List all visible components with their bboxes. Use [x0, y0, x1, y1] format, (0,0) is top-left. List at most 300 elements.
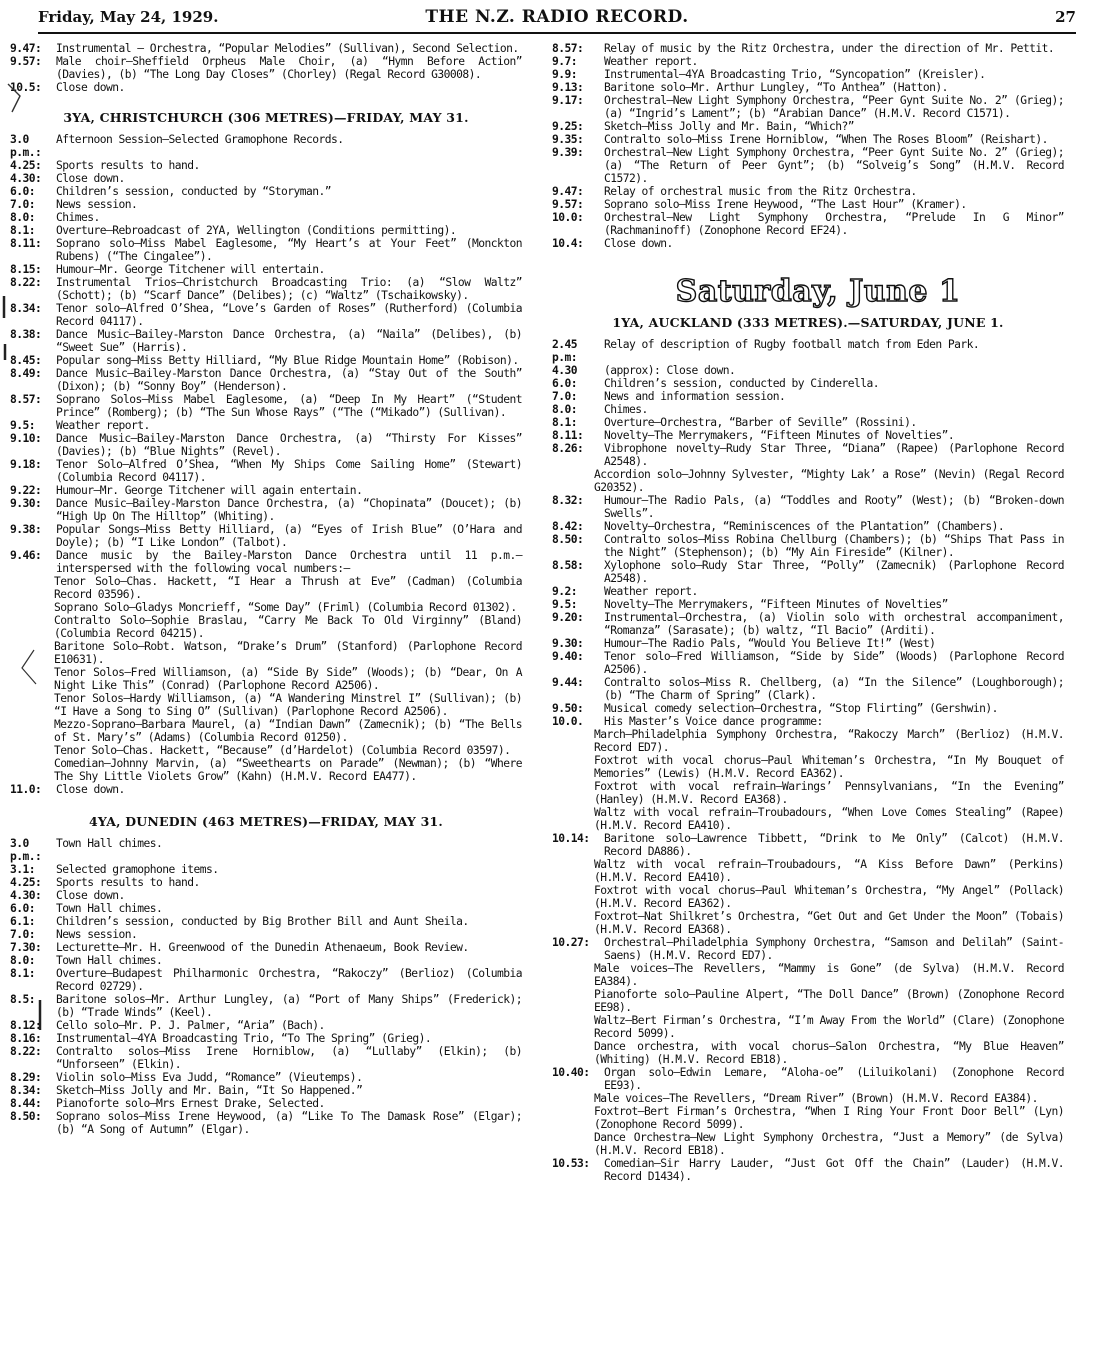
entry-description: Popular Songs—Miss Betty Hilliard, (a) “Eyes of Irish Blue” (O’Hara and Doyle); (b) “I Like London” (Talbot).	[56, 523, 522, 549]
entry-description: Afternoon Session—Selected Gramophone Records.	[56, 133, 344, 146]
entry-time: 7.30:	[10, 941, 42, 954]
entry-time: 9.57:	[10, 55, 42, 68]
entry-description: Tenor Solos—Hardy Williamson, (a) “A Wandering Minstrel I” (Sullivan); (b) “I Have a Song to Sing O” (Sullivan) (Parlophone Record A2506).	[54, 692, 522, 718]
entry-time: 9.50:	[552, 702, 584, 715]
schedule-entry	[10, 954, 522, 967]
entry-description: Male voices—The Revellers, “Mammy is Gone” (de Sylva) (H.M.V. Record EA384).	[594, 962, 1064, 988]
schedule-entry	[552, 198, 1064, 211]
entry-time: 8.1:	[552, 416, 578, 429]
left-column	[10, 42, 522, 1136]
schedule-entry	[552, 1157, 1064, 1183]
entry-time: 9.18:	[10, 458, 42, 471]
entry-time: 8.26:	[552, 442, 584, 455]
schedule-entry	[552, 637, 1064, 650]
entry-time: 8.49:	[10, 367, 42, 380]
entry-description: Orchestral—Philadelphia Symphony Orchestra, “Samson and Delilah” (Saint-Saens) (H.M.V. Record ED7).	[604, 936, 1064, 962]
entry-description: Dance music by the Bailey-Marston Dance Orchestra until 11 p.m.—interspersed with the following vocal numbers:—	[56, 549, 522, 575]
entry-time: 9.20:	[552, 611, 584, 624]
entry-time: 9.2:	[552, 585, 578, 598]
entry-description: Foxtrot with vocal refrain—Warings’ Pennsylvanians, “In the Evening” (Hanley) (H.M.V. Record EA368).	[594, 780, 1064, 806]
schedule-entry	[10, 497, 522, 523]
entry-description: Chimes.	[604, 403, 648, 416]
christchurch-vocal-numbers	[10, 575, 522, 783]
entry-description: Close down.	[56, 783, 125, 796]
schedule-entry	[552, 533, 1064, 559]
entry-time: 8.32:	[552, 494, 584, 507]
entry-time: 9.9:	[552, 68, 578, 81]
schedule-entry	[10, 941, 522, 954]
schedule-entry	[552, 715, 1064, 728]
schedule-entry	[552, 1066, 1064, 1092]
dunedin-schedule	[10, 837, 522, 1136]
entry-description: News and information session.	[604, 390, 786, 403]
entry-time: 10.5:	[10, 81, 42, 94]
entry-time: 9.40:	[552, 650, 584, 663]
schedule-entry	[552, 598, 1064, 611]
entry-time: 10.40:	[552, 1066, 590, 1079]
schedule-entry	[10, 42, 522, 55]
entry-description: Weather report.	[604, 55, 698, 68]
entry-description: Contralto solos—Miss Irene Horniblow, (a) “Lullaby” (Elkin); (b) “Unforseen” (Elkin).	[56, 1045, 522, 1071]
entry-time: 7.0:	[552, 390, 578, 403]
entry-description: Soprano solos—Miss Irene Heywood, (a) “Like To The Damask Rose” (Elgar); (b) “A Song of Autumn” (Elgar).	[56, 1110, 522, 1136]
hmv-programme-part-4	[552, 1092, 1064, 1157]
entry-description: Cello solo—Mr. P. J. Palmer, “Aria” (Bach).	[56, 1019, 325, 1032]
entry-time: 10.0:	[552, 211, 584, 224]
entry-time: 9.38:	[10, 523, 42, 536]
entry-description: Tenor Solo—Chas. Hackett, “Because” (d’Hardelot) (Columbia Record 03597).	[54, 744, 511, 757]
entry-time: 3.0 p.m.:	[10, 837, 42, 863]
entry-description: Town Hall chimes.	[56, 902, 163, 915]
schedule-entry	[10, 159, 522, 172]
entry-time: 8.29:	[10, 1071, 42, 1084]
entry-time: 8.57:	[552, 42, 584, 55]
schedule-entry	[552, 42, 1064, 55]
schedule-entry	[552, 120, 1064, 133]
entry-description: Humour—Mr. George Titchener will again entertain.	[56, 484, 363, 497]
schedule-entry	[10, 902, 522, 915]
entry-time: 4.25:	[10, 876, 42, 889]
entry-description: Novelty—The Merrymakers, “Fifteen Minutes of Novelties”.	[604, 429, 955, 442]
schedule-entry	[552, 936, 1064, 962]
schedule-entry	[10, 666, 522, 692]
schedule-entry	[10, 432, 522, 458]
schedule-entry	[552, 1131, 1064, 1157]
schedule-entry	[552, 364, 1064, 377]
entry-description: Close down.	[56, 889, 125, 902]
schedule-entry	[552, 429, 1064, 442]
entry-description: March—Philadelphia Symphony Orchestra, “Rakoczy March” (Berlioz) (H.M.V. Record ED7).	[594, 728, 1064, 754]
schedule-entry	[552, 858, 1064, 884]
entry-description: Vibrophone novelty—Rudy Star Three, “Diana” (Rapee) (Parlophone Record A2548).	[604, 442, 1064, 468]
schedule-entry	[552, 962, 1064, 988]
entry-time: 9.47:	[552, 185, 584, 198]
entry-description: Soprano Solos—Miss Mabel Eaglesome, (a) “Deep In My Heart” (“Student Prince” (Romberg); (b) “The Sun Whose Rays” (“The (“Mikado”) (Sullivan).	[56, 393, 522, 419]
schedule-entry	[10, 837, 522, 863]
entry-description: Humour—The Radio Pals, “Would You Believe It!” (West)	[604, 637, 936, 650]
schedule-entry	[10, 1019, 522, 1032]
schedule-entry	[10, 393, 522, 419]
entry-time: 9.5:	[552, 598, 578, 611]
right-column	[552, 42, 1064, 1183]
entry-description: Xylophone solo—Rudy Star Three, “Polly” (Zamecnik) (Parlophone Record A2548).	[604, 559, 1064, 585]
entry-time: 8.50:	[10, 1110, 42, 1123]
entry-time: 11.0:	[10, 783, 42, 796]
entry-time: 8.58:	[552, 559, 584, 572]
auckland-heading: 1YA, AUCKLAND (333 METRES).—SATURDAY, JUNE 1.	[612, 315, 1004, 330]
entry-description: Relay of description of Rugby football match from Eden Park.	[604, 338, 980, 351]
christchurch-heading: 3YA, CHRISTCHURCH (306 METRES)—FRIDAY, MAY 31.	[63, 110, 469, 125]
schedule-entry	[10, 367, 522, 393]
entry-description: Male voices—The Revellers, “Dream River” (Brown) (H.M.V. Record EA384).	[594, 1092, 1038, 1105]
schedule-entry	[10, 1084, 522, 1097]
entry-time: 8.50:	[552, 533, 584, 546]
entry-description: Male choir—Sheffield Orpheus Male Choir, (a) “Hymn Before Action” (Davies), (b) “The Long Day Closes” (Chorley) (Regal Record G30008).	[56, 55, 522, 81]
entry-time: 8.42:	[552, 520, 584, 533]
entry-time: 2.45 p.m:	[552, 338, 578, 364]
entry-description: Contralto solos—Miss Robina Chellburg (Chambers); (b) “Ships That Pass in the Night” (Stephenson); (b) “My Ain Fireside” (Kilner).	[604, 533, 1064, 559]
entry-time: 10.0.	[552, 715, 584, 728]
entry-description: Soprano solo—Miss Mabel Eaglesome, “My Heart’s at Your Feet” (Monckton Rubens) (“The Cingalee”).	[56, 237, 522, 263]
schedule-entry	[10, 55, 522, 81]
entry-time: 4.30:	[10, 889, 42, 902]
schedule-entry	[552, 754, 1064, 780]
entry-description: Weather report.	[604, 585, 698, 598]
entry-description: Instrumental—4YA Broadcasting Trio, “Syncopation” (Kreisler).	[604, 68, 986, 81]
entry-description: Waltz with vocal refrain—Troubadours, “When Love Comes Stealing” (Rapee) (H.M.V. Record EA410).	[594, 806, 1064, 832]
entry-time: 10.27:	[552, 936, 590, 949]
entry-time: 9.35:	[552, 133, 584, 146]
entry-description: Overture—Budapest Philharmonic Orchestra, “Rakoczy” (Berlioz) (Columbia Record 02729).	[56, 967, 522, 993]
schedule-entry	[10, 133, 522, 159]
page-number: 27	[1055, 8, 1076, 26]
schedule-entry	[552, 377, 1064, 390]
entry-time: 10.14:	[552, 832, 590, 845]
entry-description: Close down.	[56, 172, 125, 185]
entry-description: Baritone solo—Lawrence Tibbett, “Drink to Me Only” (Calcot) (H.M.V. Record DA886).	[604, 832, 1064, 858]
schedule-entry	[10, 263, 522, 276]
hmv-programme-part-3	[552, 962, 1064, 1066]
entry-description: Relay of music by the Ritz Orchestra, under the direction of Mr. Pettit.	[604, 42, 1055, 55]
entry-description: Chimes.	[56, 211, 100, 224]
schedule-entry	[552, 211, 1064, 237]
entry-description: Dance Music—Bailey-Marston Dance Orchestra, (a) “Thirsty For Kisses” (Davies); (b) “Blue Nights” (Revel).	[56, 432, 522, 458]
entry-time: 9.57:	[552, 198, 584, 211]
masthead	[38, 6, 1076, 34]
entry-description: Baritone Solo—Robt. Watson, “Drake’s Drum” (Stanford) (Parlophone Record E10631).	[54, 640, 522, 666]
schedule-entry	[10, 328, 522, 354]
schedule-entry	[552, 806, 1064, 832]
entry-description: News session.	[56, 928, 138, 941]
entry-description: Instrumental—Orchestra, (a) Violin solo with orchestral accompaniment, “Romanza” (Sarasate); (b) waltz, “Il Bacio” (Arditi).	[604, 611, 1064, 637]
entry-description: Instrumental—4YA Broadcasting Trio, “To The Spring” (Grieg).	[56, 1032, 432, 1045]
schedule-entry	[10, 744, 522, 757]
schedule-entry	[552, 1105, 1064, 1131]
entry-time: 9.13:	[552, 81, 584, 94]
entry-time: 9.7:	[552, 55, 578, 68]
entry-time: 8.38:	[10, 328, 42, 341]
entry-description: Orchestral—New Light Symphony Orchestra, “Peer Gynt Suite No. 2” (Grieg); (a) “The Return of Peer Gynt”; (b) “Solveig’s Song” (H.M.V. Record C1572).	[604, 146, 1064, 185]
hmv-programme-part-2	[552, 858, 1064, 936]
entry-description: Sketch—Miss Jolly and Mr. Bain, “It So Happened.”	[56, 1084, 363, 1097]
schedule-entry	[10, 276, 522, 302]
schedule-entry	[552, 403, 1064, 416]
entry-description: Dance orchestra, with vocal chorus—Salon Orchestra, “My Blue Heaven” (Whiting) (H.M.V. Record EB18).	[594, 1040, 1064, 1066]
entry-description: Tenor solo—Fred Williamson, “Side by Side” (Woods) (Parlophone Record A2506).	[604, 650, 1064, 676]
entry-time: 3.1:	[10, 863, 36, 876]
entry-time: 8.45:	[10, 354, 42, 367]
entry-description: Tenor Solo—Chas. Hackett, “I Hear a Thrush at Eve” (Cadman) (Columbia Record 03596).	[54, 575, 522, 601]
entry-time: 9.22:	[10, 484, 42, 497]
entry-time: 4.30	[552, 364, 578, 377]
entry-description: Accordion solo—Johnny Sylvester, “Mighty Lak’ a Rose” (Nevin) (Regal Record G20352).	[594, 468, 1064, 494]
entry-time: 8.22:	[10, 276, 42, 289]
schedule-entry	[10, 601, 522, 614]
entry-description: Orchestral—New Light Symphony Orchestra, “Prelude In G Minor” (Rachmaninoff) (Zonophone Record EF24).	[604, 211, 1064, 237]
schedule-entry	[10, 185, 522, 198]
entry-time: 9.39:	[552, 146, 584, 159]
entry-description: Baritone solos—Mr. Arthur Lungley, (a) “Port of Many Ships” (Frederick); (b) “Trade Winds” (Keel).	[56, 993, 522, 1019]
entry-description: Sports results to hand.	[56, 159, 200, 172]
entry-description: Dance Music—Bailey-Marston Dance Orchestra, (a) “Stay Out of the South” (Dixon); (b) “Sonny Boy” (Henderson).	[56, 367, 522, 393]
schedule-entry	[552, 55, 1064, 68]
schedule-entry	[552, 94, 1064, 120]
schedule-entry	[552, 390, 1064, 403]
entry-description: Selected gramophone items.	[56, 863, 219, 876]
schedule-entry	[552, 133, 1064, 146]
entry-time: 8.44:	[10, 1097, 42, 1110]
schedule-entry	[10, 237, 522, 263]
schedule-entry	[10, 211, 522, 224]
schedule-entry	[10, 523, 522, 549]
entry-description: Soprano Solo—Gladys Moncrieff, “Some Day” (Friml) (Columbia Record 01302).	[54, 601, 517, 614]
schedule-entry	[10, 889, 522, 902]
entry-time: 6.0:	[10, 185, 36, 198]
schedule-entry	[552, 81, 1064, 94]
schedule-entry	[10, 876, 522, 889]
entry-time: 8.0:	[10, 954, 36, 967]
schedule-entry	[10, 1110, 522, 1136]
entry-description: Novelty—Orchestra, “Reminiscences of the Plantation” (Chambers).	[604, 520, 1005, 533]
schedule-entry	[10, 419, 522, 432]
schedule-entry	[10, 575, 522, 601]
entry-time: 8.11:	[552, 429, 584, 442]
issue-date: Friday, May 24, 1929.	[38, 8, 219, 26]
schedule-entry	[552, 988, 1064, 1014]
schedule-entry	[552, 146, 1064, 185]
entry-time: 6.1:	[10, 915, 36, 928]
entry-time: 8.5:	[10, 993, 36, 1006]
schedule-entry	[10, 549, 522, 575]
entry-description: News session.	[56, 198, 138, 211]
schedule-entry	[10, 354, 522, 367]
day-heading: Saturday, June 1	[675, 274, 961, 309]
entry-description: Humour—The Radio Pals, (a) “Toddles and Rooty” (West); (b) “Broken-down Swells”.	[604, 494, 1064, 520]
entry-description: Tenor Solos—Fred Williamson, (a) “Side By Side” (Woods); (b) “Dear, On A Night Like This” (Conrad) (Parlophone Record A2506).	[54, 666, 522, 692]
schedule-entry	[552, 884, 1064, 910]
schedule-entry	[552, 702, 1064, 715]
entry-description: Overture—Orchestra, “Barber of Seville” (Rossini).	[604, 416, 917, 429]
entry-description: Sketch—Miss Jolly and Mr. Bain, “Which?”	[604, 120, 855, 133]
entry-time: 9.30:	[552, 637, 584, 650]
entry-description: Tenor solo—Alfred O’Shea, “Love’s Garden of Roses” (Rutherford) (Columbia Record 04117).	[56, 302, 522, 328]
entry-description: Musical comedy selection—Orchestra, “Stop Flirting” (Gershwin).	[604, 702, 998, 715]
schedule-entry	[552, 1014, 1064, 1040]
schedule-entry	[10, 81, 522, 94]
entry-time: 10.53:	[552, 1157, 590, 1170]
dunedin-heading: 4YA, DUNEDIN (463 METRES)—FRIDAY, MAY 31.	[89, 814, 443, 829]
auckland-schedule	[552, 338, 1064, 728]
entry-description: Tenor Solo—Alfred O’Shea, “When My Ships Come Sailing Home” (Stewart) (Columbia Record 04117).	[56, 458, 522, 484]
publication-title: THE N.Z. RADIO RECORD.	[425, 7, 689, 27]
entry-time: 8.11:	[10, 237, 42, 250]
entry-time: 8.1:	[10, 967, 36, 980]
entry-description: Contralto solo—Miss Irene Horniblow, “When The Roses Bloom” (Reishart).	[604, 133, 1048, 146]
entry-description: Pianoforte solo—Pauline Alpert, “The Doll Dance” (Brown) (Zonophone Record EE98).	[594, 988, 1064, 1014]
schedule-entry	[10, 783, 522, 796]
entry-time: 4.30:	[10, 172, 42, 185]
entry-description: Waltz—Bert Firman’s Orchestra, “I’m Away From the World” (Clare) (Zonophone Record 5099).	[594, 1014, 1064, 1040]
schedule-entry	[10, 718, 522, 744]
schedule-entry	[10, 614, 522, 640]
schedule-entry	[552, 559, 1064, 585]
right-top-list	[552, 42, 1064, 250]
entry-description: Close down.	[604, 237, 673, 250]
hmv-programme-part-1	[552, 728, 1064, 832]
christchurch-schedule	[10, 133, 522, 575]
entry-description: Foxtrot with vocal chorus—Paul Whiteman’s Orchestra, “In My Bouquet of Memories” (Lewis) (H.M.V. Record EA362).	[594, 754, 1064, 780]
entry-description: Dance Music—Bailey-Marston Dance Orchestra, (a) “Chopinata” (Doucet); (b) “High Up On The Hilltop” (Whiting).	[56, 497, 522, 523]
schedule-entry	[10, 458, 522, 484]
schedule-entry	[552, 585, 1064, 598]
schedule-entry	[552, 416, 1064, 429]
entry-description: Organ solo—Edwin Lemare, “Aloha-oe” (Liluikolani) (Zonophone Record EE93).	[604, 1066, 1064, 1092]
schedule-entry	[552, 520, 1064, 533]
entry-description: Town Hall chimes.	[56, 837, 163, 850]
entry-description: (approx): Close down.	[604, 364, 736, 377]
entry-description: Contralto solos—Miss R. Chellberg, (a) “In the Silence” (Loughborough); (b) “The Charm of Spring” (Clark).	[604, 676, 1064, 702]
entry-description: Instrumental — Orchestra, “Popular Melodies” (Sullivan), Second Selection.	[56, 42, 519, 55]
entry-description: Pianoforte solo—Mrs Ernest Drake, Selected.	[56, 1097, 325, 1110]
schedule-entry	[10, 1045, 522, 1071]
entry-description: Violin solo—Miss Eva Judd, “Romance” (Vieutemps).	[56, 1071, 363, 1084]
schedule-entry	[10, 198, 522, 211]
entry-description: Weather report.	[56, 419, 150, 432]
schedule-entry	[10, 1097, 522, 1110]
schedule-entry	[10, 863, 522, 876]
schedule-entry	[10, 692, 522, 718]
left-top-list	[10, 42, 522, 94]
entry-description: Foxtrot—Nat Shilkret’s Orchestra, “Get Out and Get Under the Moon” (Tobais) (H.M.V. Record EA368).	[594, 910, 1064, 936]
entry-time: 6.0:	[552, 377, 578, 390]
schedule-entry	[10, 928, 522, 941]
entry-time: 8.22:	[10, 1045, 42, 1058]
entry-description: Sports results to hand.	[56, 876, 200, 889]
schedule-entry	[10, 302, 522, 328]
schedule-entry	[10, 640, 522, 666]
schedule-entry	[552, 780, 1064, 806]
schedule-entry	[10, 1071, 522, 1084]
schedule-entry	[552, 650, 1064, 676]
entry-description: Comedian—Johnny Marvin, (a) “Sweethearts on Parade” (Newman); (b) “Where The Shy Little Violets Grow” (Kahn) (H.M.V. Record EA477).	[54, 757, 522, 783]
schedule-entry	[552, 676, 1064, 702]
schedule-entry	[552, 1092, 1064, 1105]
entry-description: Orchestral—New Light Symphony Orchestra, “Peer Gynt Suite No. 2” (Grieg); (a) “Ingrid’s Lament”; (b) “Arabian Dance” (H.M.V. Record C1571).	[604, 94, 1064, 120]
schedule-entry	[10, 484, 522, 497]
entry-time: 9.17:	[552, 94, 584, 107]
entry-time: 8.1:	[10, 224, 36, 237]
entry-time: 6.0:	[10, 902, 36, 915]
entry-description: Children’s session, conducted by “Storyman.”	[56, 185, 332, 198]
entry-time: 9.46:	[10, 549, 42, 562]
schedule-entry	[552, 468, 1064, 494]
entry-time: 8.16:	[10, 1032, 42, 1045]
entry-description: Overture—Rebroadcast of 2YA, Wellington (Conditions permitting).	[56, 224, 457, 237]
entry-time: 10.4:	[552, 237, 584, 250]
entry-description: Children’s session, conducted by Cinderella.	[604, 377, 880, 390]
schedule-entry	[552, 728, 1064, 754]
entry-description: Humour—Mr. George Titchener will entertain.	[56, 263, 325, 276]
entry-time: 9.47:	[10, 42, 42, 55]
entry-time: 3.0 p.m.:	[10, 133, 42, 159]
schedule-entry	[10, 993, 522, 1019]
entry-description: Dance Music—Bailey-Marston Dance Orchestra, (a) “Naila” (Delibes), (b) “Sweet Sue” (Harris).	[56, 328, 522, 354]
entry-time: 8.57:	[10, 393, 42, 406]
entry-time: 8.34:	[10, 1084, 42, 1097]
entry-description: Foxtrot with vocal chorus—Paul Whiteman’s Orchestra, “My Angel” (Pollack) (H.M.V. Record EA362).	[594, 884, 1064, 910]
schedule-entry	[10, 915, 522, 928]
schedule-entry	[10, 224, 522, 237]
entry-description: Popular song—Miss Betty Hilliard, “My Blue Ridge Mountain Home” (Robison).	[56, 354, 519, 367]
entry-time: 4.25:	[10, 159, 42, 172]
schedule-entry	[552, 910, 1064, 936]
entry-time: 9.30:	[10, 497, 42, 510]
entry-time: 9.10:	[10, 432, 42, 445]
entry-description: Foxtrot—Bert Firman’s Orchestra, “When I Ring Your Front Door Bell” (Lyn) (Zonophone Record 5099).	[594, 1105, 1064, 1131]
entry-time: 9.25:	[552, 120, 584, 133]
schedule-entry	[10, 172, 522, 185]
schedule-entry	[10, 1032, 522, 1045]
entry-description: Instrumental Trios—Christchurch Broadcasting Trio: (a) “Slow Waltz” (Schott); (b) “Scarf Dance” (Delibes); (c) “Waltz” (Tschaikowsky).	[56, 276, 522, 302]
entry-description: Children’s session, conducted by Big Brother Bill and Aunt Sheila.	[56, 915, 469, 928]
entry-time: 8.34:	[10, 302, 42, 315]
entry-time: 8.0:	[10, 211, 36, 224]
entry-time: 8.0:	[552, 403, 578, 416]
schedule-entry	[552, 1040, 1064, 1066]
entry-description: Waltz with vocal refrain—Troubadours, “A Kiss Before Dawn” (Perkins) (H.M.V. Record EA410).	[594, 858, 1064, 884]
entry-time: 9.5:	[10, 419, 36, 432]
schedule-entry	[552, 237, 1064, 250]
entry-description: Relay of orchestral music from the Ritz Orchestra.	[604, 185, 917, 198]
entry-time: 9.44:	[552, 676, 584, 689]
entry-description: Town Hall chimes.	[56, 954, 163, 967]
schedule-entry	[552, 494, 1064, 520]
schedule-entry	[10, 967, 522, 993]
schedule-entry	[552, 185, 1064, 198]
entry-description: Baritone solo—Mr. Arthur Lungley, “To Anthea” (Hatton).	[604, 81, 948, 94]
entry-description: His Master’s Voice dance programme:	[604, 715, 823, 728]
schedule-entry	[552, 338, 1064, 364]
entry-description: Close down.	[56, 81, 125, 94]
schedule-entry	[10, 757, 522, 783]
schedule-entry	[552, 832, 1064, 858]
entry-time: 8.15:	[10, 263, 42, 276]
schedule-entry	[552, 442, 1064, 468]
schedule-entry	[552, 611, 1064, 637]
entry-description: Novelty—The Merrymakers, “Fifteen Minutes of Novelties”	[604, 598, 948, 611]
entry-description: Contralto Solo—Sophie Braslau, “Carry Me Back To Old Virginny” (Bland) (Columbia Record 04215).	[54, 614, 522, 640]
entry-time: 7.0:	[10, 928, 36, 941]
